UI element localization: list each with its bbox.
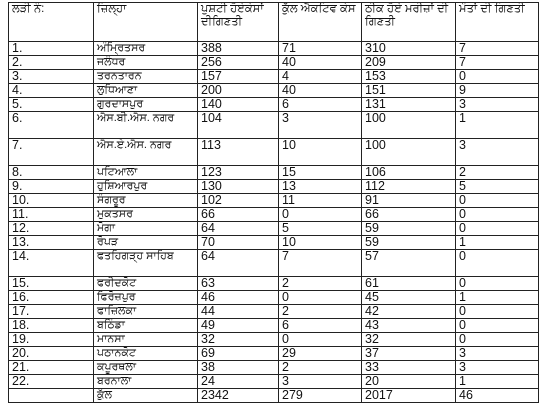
serial-cell: 9.	[9, 180, 94, 194]
serial-cell: 21.	[9, 361, 94, 375]
header-active: ਕੁੱਲ ਐਕਟਿਵ ਕੇਸ	[279, 3, 362, 42]
table-row	[9, 70, 539, 84]
recovered-cell: 59	[362, 236, 456, 250]
recovered-cell: 100	[362, 112, 456, 139]
total-serial-cell	[9, 389, 94, 403]
active-cell: 10	[279, 139, 362, 166]
header-deaths: ਮੌਤਾਂ ਦੀ ਗਿਣਤੀ	[456, 3, 539, 42]
district-cell: ਲੁਧਿਆਣਾ	[94, 84, 198, 98]
deaths-cell: 7	[456, 56, 539, 70]
serial-cell: 12.	[9, 222, 94, 236]
active-cell: 0	[279, 291, 362, 305]
confirmed-cell: 256	[198, 56, 279, 70]
district-cell: ਪਟਿਆਲਾ	[94, 166, 198, 180]
serial-cell: 6.	[9, 112, 94, 139]
total-label: ਕੁੱਲ	[94, 389, 198, 403]
table-row	[9, 333, 539, 347]
deaths-cell: 1	[456, 375, 539, 389]
recovered-cell: 112	[362, 180, 456, 194]
recovered-cell: 61	[362, 277, 456, 291]
serial-cell: 10.	[9, 194, 94, 208]
serial-cell: 8.	[9, 166, 94, 180]
confirmed-cell: 200	[198, 84, 279, 98]
recovered-cell: 153	[362, 70, 456, 84]
serial-cell: 3.	[9, 70, 94, 84]
active-cell: 0	[279, 333, 362, 347]
header-row	[9, 3, 539, 42]
serial-cell: 2.	[9, 56, 94, 70]
total-active: 279	[279, 389, 362, 403]
district-cell: ਕਪੂਰਥਲਾ	[94, 361, 198, 375]
active-cell: 2	[279, 361, 362, 375]
deaths-cell: 9	[456, 84, 539, 98]
confirmed-cell: 69	[198, 347, 279, 361]
active-cell: 40	[279, 56, 362, 70]
table-row	[9, 319, 539, 333]
active-cell: 13	[279, 180, 362, 194]
district-cell: ਬਠਿੰਡਾ	[94, 319, 198, 333]
table-row	[9, 166, 539, 180]
deaths-cell: 0	[456, 305, 539, 319]
deaths-cell: 1	[456, 236, 539, 250]
active-cell: 10	[279, 236, 362, 250]
deaths-cell: 0	[456, 333, 539, 347]
serial-cell: 4.	[9, 84, 94, 98]
deaths-cell: 0	[456, 70, 539, 84]
table-row	[9, 277, 539, 291]
table-row	[9, 222, 539, 236]
confirmed-cell: 64	[198, 222, 279, 236]
district-cell: ਮਾਨਸਾ	[94, 333, 198, 347]
recovered-cell: 91	[362, 194, 456, 208]
confirmed-cell: 140	[198, 98, 279, 112]
district-cell: ਐਸ.ਬੀ.ਐਸ. ਨਗਰ	[94, 112, 198, 139]
recovered-cell: 33	[362, 361, 456, 375]
active-cell: 7	[279, 250, 362, 277]
deaths-cell: 1	[456, 291, 539, 305]
recovered-cell: 42	[362, 305, 456, 319]
confirmed-cell: 64	[198, 250, 279, 277]
confirmed-cell: 104	[198, 112, 279, 139]
confirmed-cell: 63	[198, 277, 279, 291]
table-row	[9, 250, 539, 277]
district-cell: ਤਰਨਤਾਰਨ	[94, 70, 198, 84]
confirmed-cell: 66	[198, 208, 279, 222]
table-row	[9, 236, 539, 250]
serial-cell: 16.	[9, 291, 94, 305]
table-row	[9, 194, 539, 208]
table-row	[9, 305, 539, 319]
serial-cell: 14.	[9, 250, 94, 277]
header-recovered: ਠੀਕ ਹੋਏ ਮਰੀਜ਼ਾਂ ਦੀ ਗਿਣਤੀ	[362, 3, 456, 42]
deaths-cell: 5	[456, 180, 539, 194]
serial-cell: 15.	[9, 277, 94, 291]
confirmed-cell: 44	[198, 305, 279, 319]
district-cell: ਮੁਕਤਸਰ	[94, 208, 198, 222]
district-cell: ਹੁਸ਼ਿਆਰਪੁਰ	[94, 180, 198, 194]
recovered-cell: 43	[362, 319, 456, 333]
recovered-cell: 100	[362, 139, 456, 166]
district-cell: ਮੋਗਾ	[94, 222, 198, 236]
district-cell: ਬਰਨਾਲਾ	[94, 375, 198, 389]
active-cell: 6	[279, 98, 362, 112]
table-row	[9, 98, 539, 112]
table-row	[9, 347, 539, 361]
district-cell: ਗੁਰਦਾਸਪੁਰ	[94, 98, 198, 112]
active-cell: 5	[279, 222, 362, 236]
serial-cell: 5.	[9, 98, 94, 112]
table-row	[9, 361, 539, 375]
serial-cell: 20.	[9, 347, 94, 361]
active-cell: 29	[279, 347, 362, 361]
table-row	[9, 112, 539, 139]
confirmed-cell: 130	[198, 180, 279, 194]
confirmed-cell: 38	[198, 361, 279, 375]
deaths-cell: 0	[456, 250, 539, 277]
district-cell: ਫਤਹਿਗੜ੍ਹ ਸਾਹਿਬ	[94, 250, 198, 277]
table-row	[9, 56, 539, 70]
deaths-cell: 3	[456, 347, 539, 361]
district-cell: ਸੰਗਰੂਰ	[94, 194, 198, 208]
deaths-cell: 0	[456, 277, 539, 291]
deaths-cell: 3	[456, 361, 539, 375]
recovered-cell: 37	[362, 347, 456, 361]
total-confirmed: 2342	[198, 389, 279, 403]
active-cell: 11	[279, 194, 362, 208]
serial-cell: 18.	[9, 319, 94, 333]
recovered-cell: 32	[362, 333, 456, 347]
district-cell: ਫਾਜ਼ਿਲਕਾ	[94, 305, 198, 319]
recovered-cell: 310	[362, 42, 456, 56]
recovered-cell: 209	[362, 56, 456, 70]
deaths-cell: 3	[456, 98, 539, 112]
serial-cell: 1.	[9, 42, 94, 56]
district-status-table	[8, 2, 539, 403]
confirmed-cell: 113	[198, 139, 279, 166]
district-cell: ਫਿਰੋਜ਼ਪੁਰ	[94, 291, 198, 305]
serial-cell: 22.	[9, 375, 94, 389]
recovered-cell: 131	[362, 98, 456, 112]
table-row	[9, 375, 539, 389]
recovered-cell: 59	[362, 222, 456, 236]
district-cell: ਫਰੀਦਕੋਟ	[94, 277, 198, 291]
deaths-cell: 0	[456, 319, 539, 333]
serial-cell: 13.	[9, 236, 94, 250]
table-row	[9, 291, 539, 305]
confirmed-cell: 49	[198, 319, 279, 333]
active-cell: 4	[279, 70, 362, 84]
total-row	[9, 389, 539, 403]
deaths-cell: 3	[456, 139, 539, 166]
district-cell: ਰੋਪੜ	[94, 236, 198, 250]
total-deaths: 46	[456, 389, 539, 403]
confirmed-cell: 24	[198, 375, 279, 389]
deaths-cell: 7	[456, 42, 539, 56]
deaths-cell: 0	[456, 222, 539, 236]
total-recovered: 2017	[362, 389, 456, 403]
header-confirmed: ਪੁਸ਼ਟੀ ਹੋਏਕੇਸਾਂ ਦੀਗਿਣਤੀ	[198, 3, 279, 42]
active-cell: 0	[279, 208, 362, 222]
recovered-cell: 66	[362, 208, 456, 222]
active-cell: 3	[279, 375, 362, 389]
recovered-cell: 151	[362, 84, 456, 98]
table-row	[9, 208, 539, 222]
recovered-cell: 57	[362, 250, 456, 277]
district-cell: ਜਲੰਧਰ	[94, 56, 198, 70]
serial-cell: 17.	[9, 305, 94, 319]
confirmed-cell: 388	[198, 42, 279, 56]
active-cell: 40	[279, 84, 362, 98]
confirmed-cell: 46	[198, 291, 279, 305]
active-cell: 2	[279, 277, 362, 291]
table-row	[9, 180, 539, 194]
table-body	[9, 42, 539, 389]
header-district: ਜ਼ਿਲ੍ਹਾ	[94, 3, 198, 42]
active-cell: 6	[279, 319, 362, 333]
serial-cell: 11.	[9, 208, 94, 222]
deaths-cell: 0	[456, 208, 539, 222]
confirmed-cell: 123	[198, 166, 279, 180]
deaths-cell: 2	[456, 166, 539, 180]
active-cell: 2	[279, 305, 362, 319]
table-row	[9, 84, 539, 98]
table-row	[9, 139, 539, 166]
header-serial: ਲੜੀ ਨੰ:	[9, 3, 94, 42]
deaths-cell: 0	[456, 194, 539, 208]
confirmed-cell: 70	[198, 236, 279, 250]
recovered-cell: 20	[362, 375, 456, 389]
recovered-cell: 106	[362, 166, 456, 180]
deaths-cell: 1	[456, 112, 539, 139]
active-cell: 3	[279, 112, 362, 139]
confirmed-cell: 102	[198, 194, 279, 208]
serial-cell: 7.	[9, 139, 94, 166]
serial-cell: 19.	[9, 333, 94, 347]
district-cell: ਐਸ.ਏ.ਐਸ. ਨਗਰ	[94, 139, 198, 166]
confirmed-cell: 32	[198, 333, 279, 347]
recovered-cell: 45	[362, 291, 456, 305]
confirmed-cell: 157	[198, 70, 279, 84]
district-cell: ਪਠਾਨਕੋਟ	[94, 347, 198, 361]
district-cell: ਅੰਮ੍ਰਿਤਸਰ	[94, 42, 198, 56]
active-cell: 15	[279, 166, 362, 180]
table-row	[9, 42, 539, 56]
active-cell: 71	[279, 42, 362, 56]
